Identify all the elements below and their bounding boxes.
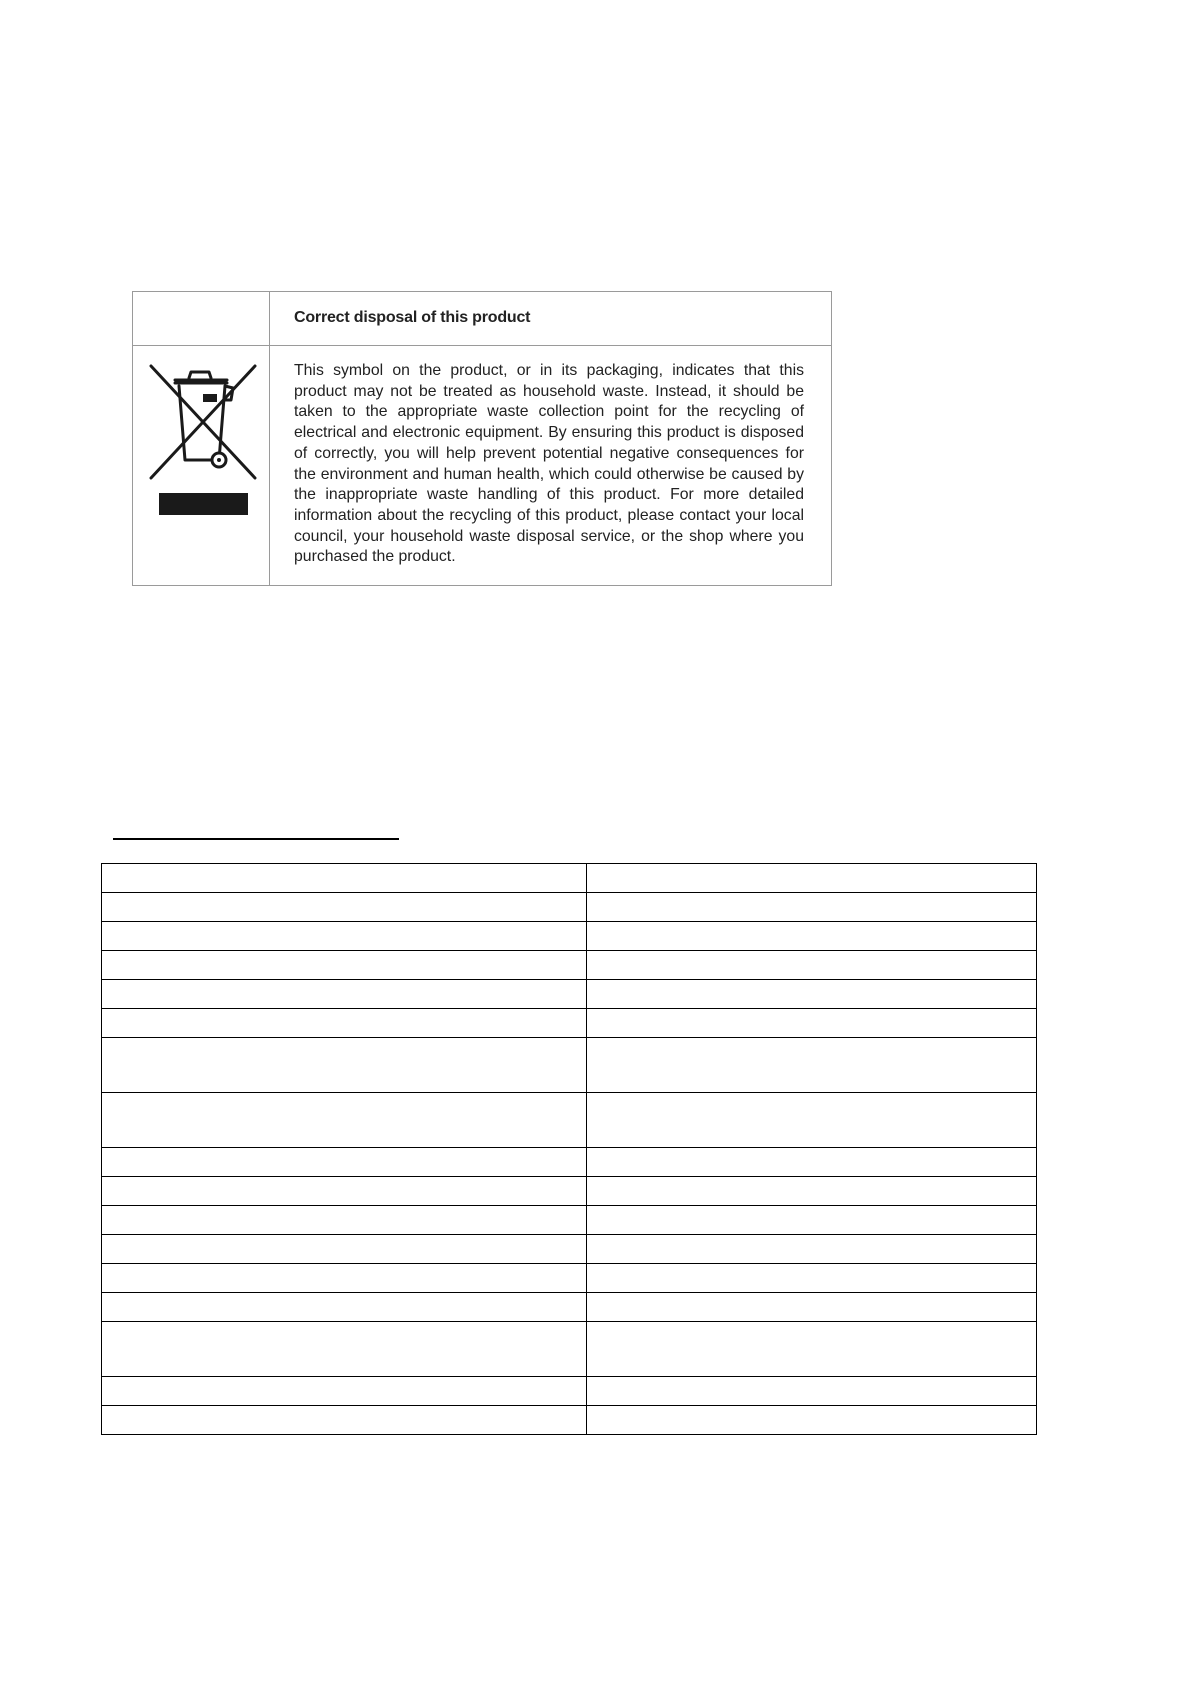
spec-value-cell (587, 1206, 1037, 1235)
spec-label-cell (102, 1148, 587, 1177)
spec-label-cell (102, 1264, 587, 1293)
spec-label-cell (102, 1293, 587, 1322)
table-row (102, 1038, 1037, 1093)
disposal-body-text: This symbol on the product, or in its packaging, indicates that this product may not be treated as household waste. Instead, it should be taken to the appropriate waste collection point for the recycling of electrical and electronic equipment. By ensuring this product is disposed of correctly, you will help prevent potential negative consequences for the environment and human health, which could otherwise be caused by the inappropriate waste handling of this product. For more detailed information about the recycling of this product, please contact your local council, your household waste disposal service, or the shop where you purchased the product. (294, 362, 804, 566)
spec-value-cell (587, 893, 1037, 922)
spec-label-cell (102, 1206, 587, 1235)
spec-value-cell (587, 1093, 1037, 1148)
table-row (102, 1293, 1037, 1322)
table-row (102, 1093, 1037, 1148)
spec-value-cell (587, 1235, 1037, 1264)
table-row (102, 1235, 1037, 1264)
spec-value-cell (587, 1009, 1037, 1038)
spec-heading-underline (113, 838, 399, 840)
table-row (102, 1009, 1037, 1038)
spec-label-cell (102, 1235, 587, 1264)
disposal-box-divider-horizontal (133, 345, 831, 346)
spec-value-cell (587, 980, 1037, 1009)
spec-label-cell (102, 922, 587, 951)
table-row (102, 1148, 1037, 1177)
table-row (102, 1377, 1037, 1406)
spec-label-cell (102, 1038, 587, 1093)
spec-label-cell (102, 893, 587, 922)
table-row (102, 1177, 1037, 1206)
table-row (102, 951, 1037, 980)
spec-label-cell (102, 951, 587, 980)
table-row (102, 864, 1037, 893)
spec-table (101, 863, 1037, 1435)
disposal-title: Correct disposal of this product (294, 309, 531, 326)
disposal-box-divider-vertical (269, 292, 270, 585)
weee-black-bar (159, 493, 248, 515)
spec-value-cell (587, 1377, 1037, 1406)
spec-label-cell (102, 1406, 587, 1435)
spec-label-cell (102, 1177, 587, 1206)
spec-value-cell (587, 1264, 1037, 1293)
spec-value-cell (587, 864, 1037, 893)
spec-value-cell (587, 922, 1037, 951)
table-row (102, 1406, 1037, 1435)
table-row (102, 893, 1037, 922)
crossed-out-wheelie-bin-icon (145, 360, 261, 490)
spec-value-cell (587, 1293, 1037, 1322)
disposal-notice-box (132, 291, 832, 586)
spec-value-cell (587, 951, 1037, 980)
spec-value-cell (587, 1148, 1037, 1177)
spec-label-cell (102, 1322, 587, 1377)
spec-label-cell (102, 980, 587, 1009)
spec-label-cell (102, 1377, 587, 1406)
spec-value-cell (587, 1177, 1037, 1206)
table-row (102, 922, 1037, 951)
spec-label-cell (102, 864, 587, 893)
spec-value-cell (587, 1406, 1037, 1435)
table-row (102, 1322, 1037, 1377)
spec-value-cell (587, 1322, 1037, 1377)
spec-value-cell (587, 1038, 1037, 1093)
spec-label-cell (102, 1009, 587, 1038)
table-row (102, 980, 1037, 1009)
table-row (102, 1264, 1037, 1293)
table-row (102, 1206, 1037, 1235)
spec-label-cell (102, 1093, 587, 1148)
